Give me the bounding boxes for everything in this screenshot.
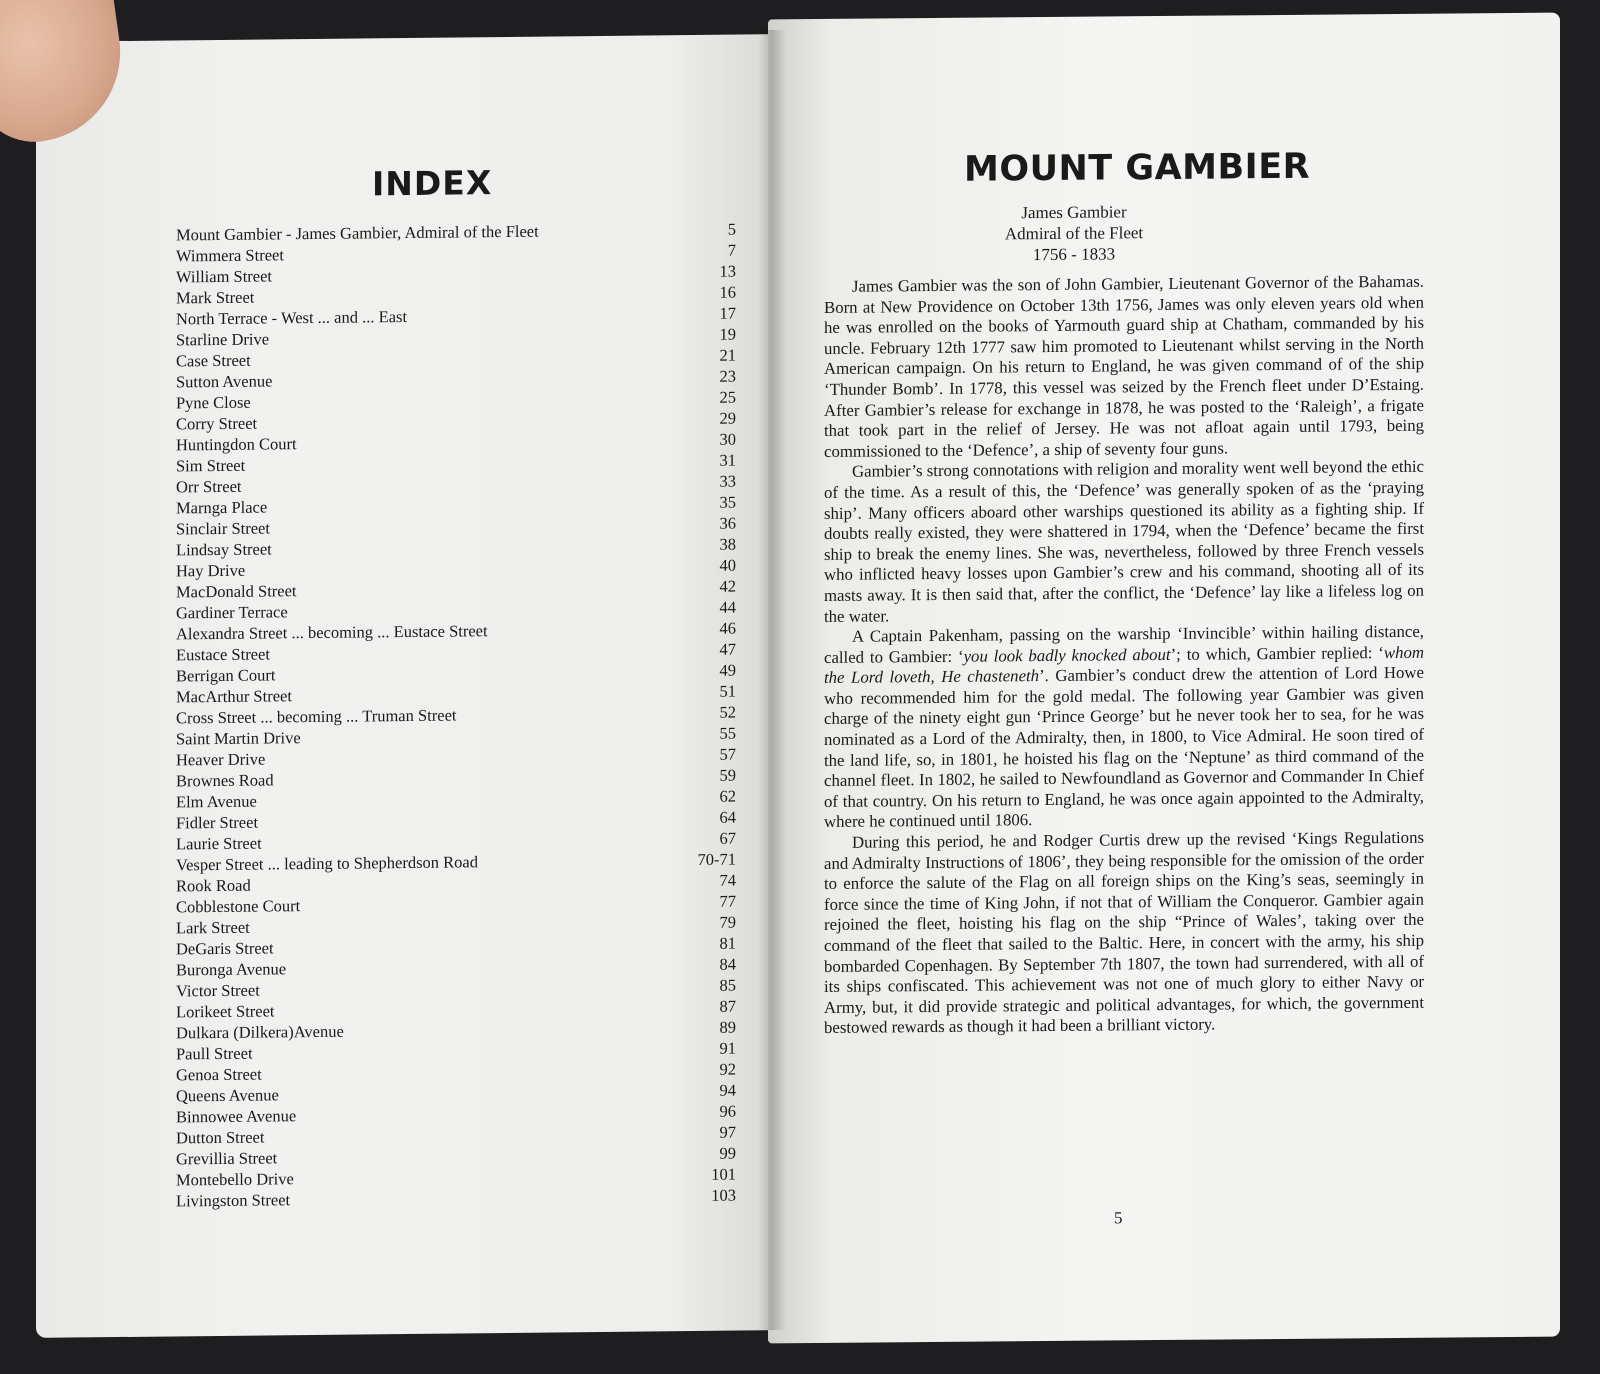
index-entry-name: Case Street [176, 350, 251, 371]
index-entry-page: 99 [719, 1143, 736, 1163]
index-entry-page: 52 [719, 702, 736, 722]
paragraph-2: Gambier’s strong connotations with religion and morality went well beyond the ethic of the time. As a result of this, the ‘Defence’ was generally spoken of as the ‘praying ship’. Many officers aboard other warships questioned its ability as a fighting ship. If doubts really existed, they were shattered in 1794, when the ‘Defence’ became the first ship to break the enemy lines. She was, nevertheless, followed by three French vessels who inflicted heavy losses upon Gambier’s crew and his command, shooting all of its masts away. It is then said that, after the conflict, the ‘Defence’ lay like a lifeless log on the water. [824, 457, 1424, 626]
index-entry-page: 81 [719, 933, 736, 953]
index-entry-page: 49 [719, 660, 736, 680]
subtitle-years: 1756 - 1833 [1032, 244, 1116, 265]
index-entry-page: 13 [719, 261, 736, 281]
index-entry-name: Orr Street [176, 476, 242, 497]
index-entry-page: 42 [719, 576, 736, 596]
index-entry-name: Livingston Street [176, 1190, 291, 1211]
index-entry-page: 64 [719, 807, 736, 827]
index-entry-page: 70-71 [697, 849, 736, 869]
index-entry-page: 91 [719, 1038, 736, 1058]
subtitle-rank: Admiral of the Fleet [1004, 223, 1144, 244]
index-entry-name: Huntingdon Court [176, 434, 297, 455]
index-entry-page: 40 [719, 555, 736, 575]
index-entry-page: 62 [719, 786, 736, 806]
index-entry-page: 57 [719, 744, 736, 764]
index-entry-name: Marnga Place [176, 497, 268, 518]
index-entry-page: 55 [719, 723, 736, 743]
index-entry-name: Montebello Drive [176, 1169, 294, 1190]
index-entry-page: 46 [719, 618, 736, 638]
index-entry-name: North Terrace - West ... and ... East [176, 307, 408, 329]
index-entry-page: 96 [719, 1101, 736, 1121]
chapter-title: MOUNT GAMBIER [964, 146, 1311, 190]
index-entry-page: 44 [719, 597, 736, 617]
index-entry-page: 30 [719, 429, 736, 449]
index-entry-name: Dulkara (Dilkera)Avenue [176, 1021, 344, 1043]
index-entry-name: Sutton Avenue [176, 371, 273, 392]
index-entry-name: Saint Martin Drive [176, 728, 301, 749]
index-entry-name: Heaver Drive [176, 749, 266, 770]
index-entry-page: 103 [711, 1185, 736, 1205]
index-entry-name: Starline Drive [176, 329, 270, 350]
index-entry-page: 97 [719, 1122, 736, 1142]
index-entry-name: Rook Road [176, 875, 251, 896]
index-entry-page: 25 [719, 387, 736, 407]
index-entry-name: Mount Gambier - James Gambier, Admiral of the Fleet [176, 221, 539, 245]
index-entry-name: MacDonald Street [176, 581, 297, 602]
index-entry-name: Eustace Street [176, 644, 270, 665]
index-entry-page: 16 [719, 282, 736, 302]
index-entry-name: Laurie Street [176, 833, 262, 854]
index-entry-name: Sinclair Street [176, 518, 270, 539]
index-row [176, 1185, 736, 1212]
index-list [176, 219, 736, 1212]
index-entry-name: Corry Street [176, 413, 258, 434]
index-entry-page: 31 [719, 450, 736, 470]
index-entry-page: 67 [719, 828, 736, 848]
book-gutter [758, 30, 786, 1330]
index-entry-name: MacArthur Street [176, 686, 292, 707]
index-entry-name: Wimmera Street [176, 245, 284, 266]
index-entry-name: Hay Drive [176, 560, 246, 581]
index-entry-name: Elm Avenue [176, 791, 257, 812]
index-entry-page: 85 [719, 975, 736, 995]
index-entry-page: 84 [719, 954, 736, 974]
index-entry-page: 38 [719, 534, 736, 554]
index-entry-page: 51 [719, 681, 736, 701]
body-text [824, 272, 1424, 1039]
index-entry-page: 101 [711, 1164, 736, 1184]
right-page-mount-gambier [768, 13, 1560, 1344]
paragraph-4: During this period, he and Rodger Curtis drew up the revised ‘Kings Regulations and Admiralty Instructions of 1806’, they being responsible for the omission of the order to enforce the salute of the Flag on all foreign ships on the King’s seas, seemingly in force since the time of King John, if not that of William the Conqueror. Gambier again rejoined the fleet, hoisting his flag on the ship “Prince of Wales’, taking over the command of the fleet that sailed to the Baltic. Here, in concert with the army, his ship bombarded Copenhagen. By September 7th 1807, the town had surrendered, with all of its ships confiscated. This achievement was not one of much glory to either Navy or Army, but, it did provide strategic and political advantages, for which, the government bestowed rewards as though it had been a brilliant victory. [824, 827, 1424, 1038]
paragraph-1: James Gambier was the son of John Gambier, Lieutenant Governor of the Bahamas. Born at New Providence on October 13th 1756, James was only eleven years old when he was enrolled on the books of Yarmouth guard ship at Chatham, commanded by his uncle. February 12th 1777 saw him promoted to Lieutenant whilst serving in the North American campaign. On his return to England, he was given command of of the ship ‘Thunder Bomb’. In 1778, this vessel was seized by the French fleet under D’Estaing. After Gambier’s release for exchange in 1878, he was posted to the ‘Raleigh’, a frigate that took part in the relief of Jersey. He was not afloat again until 1793, being commissioned to the ‘Defence’, a ship of seventy four guns. [824, 271, 1424, 461]
index-entry-page: 89 [719, 1017, 736, 1037]
index-entry-page: 59 [719, 765, 736, 785]
paragraph-3: A Captain Pakenham, passing on the warship ‘Invincible’ within hailing distance, called to Gambier: ‘you look badly knocked about’; to which, Gambier replied: ‘whom the Lord loveth, He chasteneth’. Gambier’s conduct drew the attention of Lord Howe who recommended him for the gold medal. The following year Gambier was given charge of the ninety eight gun ‘Prince George’ but he never took her to sea, for he was nominated as a Lord of the Admiralty, then, in 1800, to Vice Admiral. He soon tired of the land life, so, in 1801, he hoisted his flag on the ‘Neptune’ as third command of the channel fleet. In 1802, he sailed to Newfoundland as Governor and Commander In Chief of that country. On his return to England, he was once again appointed to the Admiralty, where he continued until 1806. [824, 621, 1424, 832]
index-entry-page: 19 [719, 324, 736, 344]
index-entry-name: Buronga Avenue [176, 959, 287, 980]
left-page-index [36, 34, 780, 1338]
index-entry-name: Vesper Street ... leading to Shepherdson Road [176, 852, 478, 875]
index-entry-name: Pyne Close [176, 392, 251, 413]
index-entry-page: 23 [719, 366, 736, 386]
index-entry-page: 36 [719, 513, 736, 533]
index-entry-page: 21 [719, 345, 736, 365]
index-entry-page: 74 [719, 870, 736, 890]
index-entry-name: Mark Street [176, 287, 255, 308]
index-entry-page: 92 [719, 1059, 736, 1079]
index-entry-name: Gardiner Terrace [176, 602, 288, 623]
index-entry-name: Alexandra Street ... becoming ... Eustace Street [176, 621, 488, 644]
index-entry-name: Binnowee Avenue [176, 1106, 297, 1127]
index-entry-name: Sim Street [176, 455, 246, 476]
index-entry-name: Dutton Street [176, 1127, 265, 1148]
index-entry-name: Queens Avenue [176, 1085, 279, 1106]
index-entry-page: 17 [719, 303, 736, 323]
index-entry-name: Grevillia Street [176, 1148, 278, 1169]
index-entry-page: 79 [719, 912, 736, 932]
index-entry-page: 35 [719, 492, 736, 512]
index-entry-page: 87 [719, 996, 736, 1016]
index-entry-page: 7 [727, 240, 736, 260]
index-entry-page: 94 [719, 1080, 736, 1100]
index-entry-page: 47 [719, 639, 736, 659]
index-entry-name: Lark Street [176, 917, 250, 938]
index-entry-page: 29 [719, 408, 736, 428]
index-entry-name: Brownes Road [176, 770, 274, 791]
index-entry-name: Lorikeet Street [176, 1001, 275, 1022]
index-entry-name: Lindsay Street [176, 539, 272, 560]
index-entry-page: 77 [719, 891, 736, 911]
index-entry-page: 33 [719, 471, 736, 491]
index-entry-name: Cross Street ... becoming ... Truman Street [176, 705, 457, 728]
page-number: 5 [1114, 1208, 1123, 1228]
index-entry-name: William Street [176, 266, 273, 287]
index-entry-name: Genoa Street [176, 1064, 262, 1085]
index-entry-name: DeGaris Street [176, 938, 274, 959]
index-entry-page: 5 [727, 219, 736, 239]
index-title: INDEX [372, 163, 493, 204]
index-entry-name: Fidler Street [176, 812, 259, 833]
index-entry-name: Cobblestone Court [176, 896, 301, 917]
index-entry-name: Paull Street [176, 1043, 253, 1064]
subtitle-name: James Gambier [1021, 202, 1127, 223]
index-entry-name: Berrigan Court [176, 665, 276, 686]
index-entry-name: Victor Street [176, 980, 260, 1001]
